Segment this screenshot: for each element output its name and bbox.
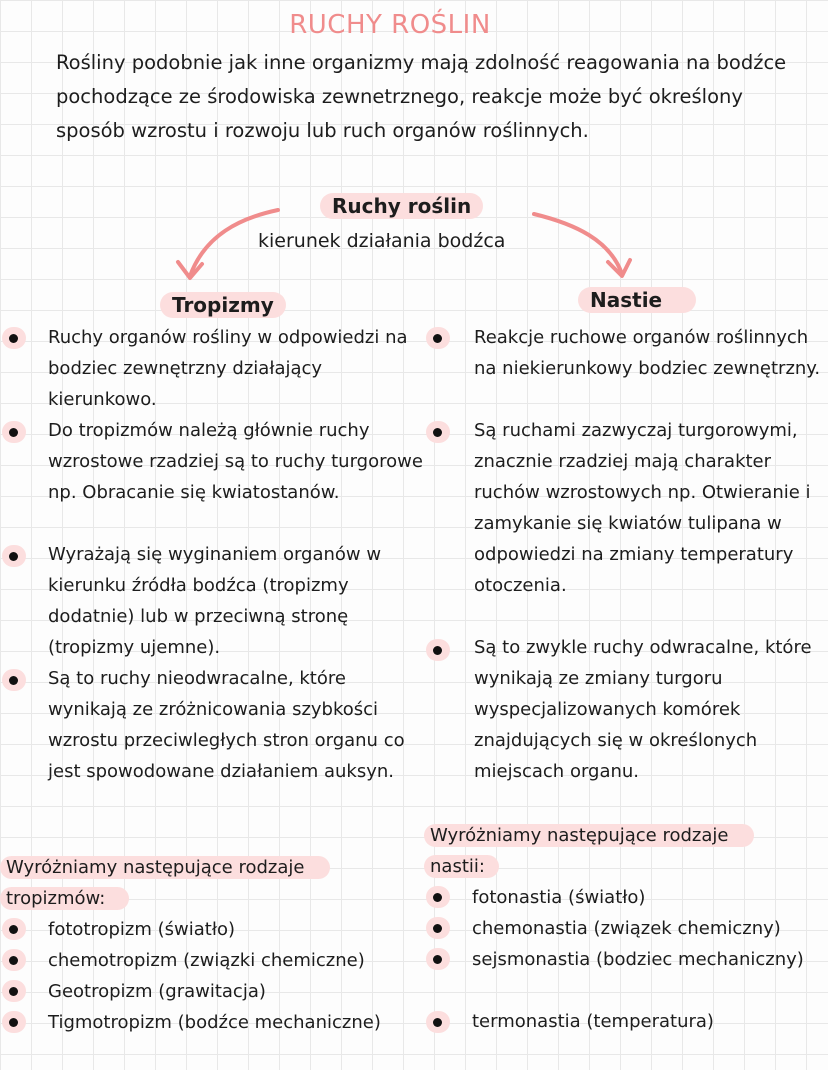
- diagram-arrows: [0, 0, 828, 300]
- bullet-icon: [2, 980, 26, 1002]
- list-item: Są to ruchy nieodwracalne, które wynikają ze zróżnicowania szybkości wzrostu przeciwległych stron organu co jest spowodowane działaniem auksyn.: [48, 668, 405, 782]
- list-item: Są ruchami zazwyczaj turgorowymi, znacznie rzadziej mają charakter ruchów wzrostowych np. Otwieranie i zamykanie się kwiatów tulipana w odpowiedzi na zmiany temperatury otoczenia.: [474, 420, 811, 596]
- tropizmy-heading: Tropizmy: [160, 293, 286, 317]
- bullet-icon: [2, 918, 26, 940]
- bullet-icon: [2, 327, 26, 349]
- list-item: Geotropizm (grawitacja): [48, 981, 266, 1002]
- tropizmy-types-label: Wyróżniamy następujące rodzaje tropizmów:: [0, 852, 330, 914]
- bullet-icon: [426, 327, 450, 349]
- diagram-center-subtitle: kierunek działania bodźca: [258, 230, 506, 252]
- nastie-list: [474, 322, 824, 787]
- list-item: Ruchy organów rośliny w odpowiedzi na bodziec zewnętrzny działający kierunkowo.: [48, 327, 408, 410]
- list-item: Reakcje ruchowe organów roślinnych na niekierunkowy bodziec zewnętrzny.: [474, 327, 821, 379]
- bullet-icon: [426, 948, 450, 970]
- bullet-icon: [426, 886, 450, 908]
- bullet-icon: [2, 949, 26, 971]
- tropizmy-types-list: [48, 914, 428, 1038]
- list-item: Są to zwykle ruchy odwracalne, które wynikają ze zmiany turgoru wyspecjalizowanych komórek znajdujących się w określonych miejscach organu.: [474, 637, 812, 782]
- list-item: fototropizm (światło): [48, 919, 235, 940]
- nastie-types-list: [472, 882, 822, 1037]
- tropizmy-list: [48, 322, 423, 787]
- list-item: fotonastia (światło): [472, 887, 646, 908]
- list-item: termonastia (temperatura): [472, 1011, 714, 1032]
- bullet-icon: [2, 545, 26, 567]
- bullet-icon: [2, 669, 26, 691]
- page-title: RUCHY ROŚLIN: [289, 10, 491, 40]
- bullet-icon: [426, 639, 450, 661]
- list-item: Do tropizmów należą głównie ruchy wzrostowe rzadziej są to ruchy turgorowe np. Obracanie się kwiatostanów.: [48, 420, 423, 503]
- bullet-icon: [2, 1011, 26, 1033]
- list-item: Wyrażają się wyginaniem organów w kierunku źródła bodźca (tropizmy dodatnie) lub w przeciwną stronę (tropizmy ujemne).: [48, 544, 382, 658]
- bullet-icon: [426, 1011, 450, 1033]
- list-item: sejsmonastia (bodziec mechaniczny): [472, 949, 804, 970]
- bullet-icon: [426, 421, 450, 443]
- nastie-types-label: Wyróżniamy następujące rodzaje nastii:: [424, 820, 754, 882]
- list-item: chemonastia (związek chemiczny): [472, 918, 781, 939]
- list-item: Tigmotropizm (bodźce mechaniczne): [48, 1012, 381, 1033]
- bullet-icon: [2, 421, 26, 443]
- diagram-center-title: Ruchy roślin: [320, 194, 483, 218]
- list-item: chemotropizm (związki chemiczne): [48, 950, 365, 971]
- bullet-icon: [426, 917, 450, 939]
- intro-paragraph: Rośliny podobnie jak inne organizmy mają zdolność reagowania na bodźce pochodzące ze środowiska zewnetrznego, reakcje może być określony sposób wzrostu i rozwoju lub ruch organów roślinnych.: [56, 51, 787, 142]
- nastie-heading: Nastie: [578, 288, 696, 312]
